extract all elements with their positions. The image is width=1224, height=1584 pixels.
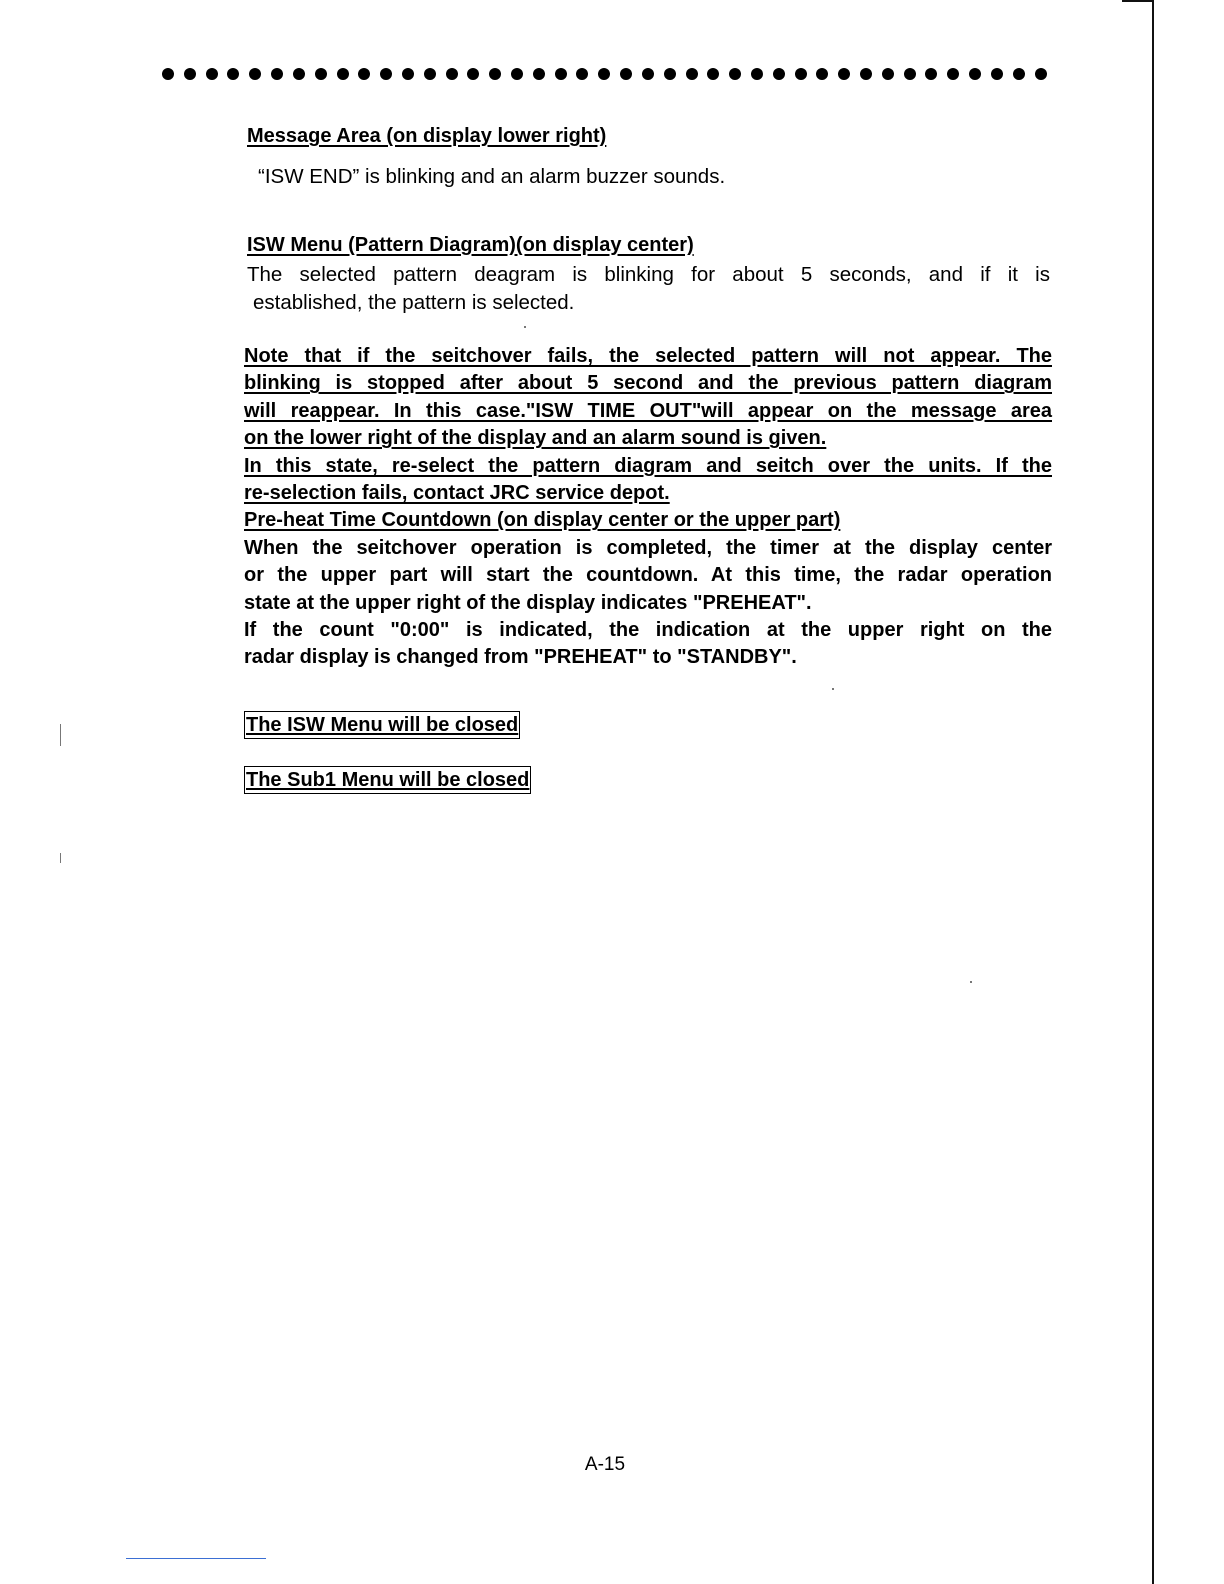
preheat-line: or the upper part will start the countdown. At this time, the radar operation [244,564,1052,587]
bullet-dot [860,68,872,80]
isw-menu-text-line-2: established, the pattern is selected. [253,290,575,314]
bullet-dot [991,68,1003,80]
bullet-dot [358,68,370,80]
bullet-dot [838,68,850,80]
bullet-dot [882,68,894,80]
bullet-dot [227,68,239,80]
bullet-dot [816,68,828,80]
isw-menu-text [247,261,1050,316]
bullet-dot [1013,68,1025,80]
bullet-dot [315,68,327,80]
bullet-separator-row [162,66,1047,82]
bullet-dot [337,68,349,80]
bullet-dot [729,68,741,80]
message-area-heading: Message Area (on display lower right) [247,125,607,147]
isw-menu-text-line-1: The selected pattern deagram is blinking for about 5 seconds, and if it is [247,263,1050,286]
bullet-dot [947,68,959,80]
note-line: In this state, re-select the pattern diagram and seitch over the units. If the [244,454,1052,477]
bullet-dot [925,68,937,80]
bullet-dot [446,68,458,80]
bullet-dot [184,68,196,80]
bullet-dot [206,68,218,80]
bullet-dot [380,68,392,80]
page-number: A-15 [584,1454,626,1475]
bullet-dot [489,68,501,80]
preheat-line: If the count "0:00" is indicated, the indication at the upper right on the [244,619,1052,642]
bullet-dot [555,68,567,80]
note-line: blinking is stopped after about 5 second and the previous pattern diagram [244,372,1052,395]
note-line: on the lower right of the display and an alarm sound is given. [244,427,827,450]
preheat-line: state at the upper right of the display indicates "PREHEAT". [244,591,812,614]
preheat-line: radar display is changed from "PREHEAT" to "STANDBY". [244,646,797,669]
scan-speck [60,724,61,746]
bullet-dot [620,68,632,80]
bullet-dot [664,68,676,80]
note-line: will reappear. In this case."ISW TIME OUT"will appear on the message area [244,399,1052,422]
bullet-dot [402,68,414,80]
bullet-dot [271,68,283,80]
bullet-dot [533,68,545,80]
bullet-dot [576,68,588,80]
sub1-menu-closed-box: The Sub1 Menu will be closed [244,766,531,794]
scan-speck [524,326,526,328]
bullet-dot [707,68,719,80]
note-line: re-selection fails, contact JRC service depot. [244,482,670,505]
footer-rule [126,1558,266,1559]
note-and-preheat-block [244,343,1052,672]
message-area-text: “ISW END” is blinking and an alarm buzzer sounds. [258,165,726,188]
scan-speck [970,981,972,983]
bullet-dot [162,68,174,80]
page-right-border [1152,0,1154,1584]
bullet-dot [1035,68,1047,80]
isw-menu-closed-box: The ISW Menu will be closed [244,711,520,739]
bullet-dot [598,68,610,80]
scan-speck [832,688,834,690]
scan-speck [60,853,61,863]
bullet-dot [293,68,305,80]
bullet-dot [249,68,261,80]
bullet-dot [642,68,654,80]
bullet-dot [467,68,479,80]
preheat-heading: Pre-heat Time Countdown (on display center or the upper part) [244,509,841,532]
bullet-dot [511,68,523,80]
note-line: Note that if the seitchover fails, the selected pattern will not appear. The [244,345,1052,367]
page-corner-mark [1122,0,1154,2]
isw-menu-heading: ISW Menu (Pattern Diagram)(on display center) [247,234,694,256]
bullet-dot [686,68,698,80]
bullet-dot [424,68,436,80]
bullet-dot [795,68,807,80]
bullet-dot [773,68,785,80]
bullet-dot [904,68,916,80]
bullet-dot [751,68,763,80]
bullet-dot [969,68,981,80]
preheat-line: When the seitchover operation is completed, the timer at the display center [244,536,1052,559]
